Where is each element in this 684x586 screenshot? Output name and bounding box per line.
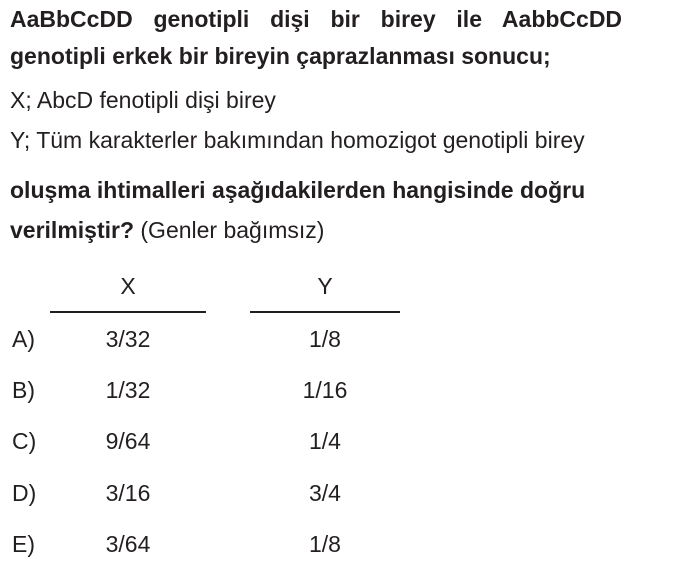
- option-x-value: 3/64: [105, 531, 151, 557]
- column-header-x: X: [120, 273, 136, 299]
- question-prompt-line-1: oluşma ihtimalleri aşağıdakilerden hangisinde doğru: [10, 177, 586, 203]
- option-y-value: 1/8: [309, 531, 341, 557]
- column-x-rule: [50, 311, 206, 313]
- option-label: E): [12, 531, 35, 557]
- answer-option-d[interactable]: [0, 478, 684, 508]
- option-y-value: 3/4: [309, 480, 341, 506]
- option-y-value: 1/4: [309, 428, 341, 454]
- option-label: A): [12, 326, 35, 352]
- option-label: C): [12, 428, 37, 454]
- question-prompt-note: (Genler bağımsız): [134, 217, 325, 243]
- question-prompt-bold: verilmiştir?: [10, 217, 134, 243]
- question-prompt-line-2: [10, 216, 324, 244]
- option-x-value: 3/32: [105, 326, 151, 352]
- answer-option-c[interactable]: [0, 426, 684, 456]
- option-y-value: 1/8: [309, 326, 341, 352]
- answer-option-b[interactable]: [0, 375, 684, 405]
- column-header-y: Y: [317, 273, 333, 299]
- question-stem-line-2: genotipli erkek bir bireyin çaprazlanması sonucu;: [10, 43, 551, 69]
- item-x-description: X; AbcD fenotipli dişi birey: [10, 87, 276, 113]
- question-stem-line-1: AaBbCcDD genotipli dişi bir birey ile AabbCcDD: [10, 6, 623, 32]
- answer-option-a[interactable]: [0, 324, 684, 354]
- column-y-rule: [250, 311, 400, 313]
- option-x-value: 1/32: [105, 377, 151, 403]
- option-y-value: 1/16: [302, 377, 348, 403]
- option-label: D): [12, 480, 37, 506]
- option-x-value: 9/64: [105, 428, 151, 454]
- option-label: B): [12, 377, 35, 403]
- item-y-description: Y; Tüm karakterler bakımından homozigot genotipli birey: [10, 127, 585, 153]
- option-x-value: 3/16: [105, 480, 151, 506]
- answer-option-e[interactable]: [0, 529, 684, 559]
